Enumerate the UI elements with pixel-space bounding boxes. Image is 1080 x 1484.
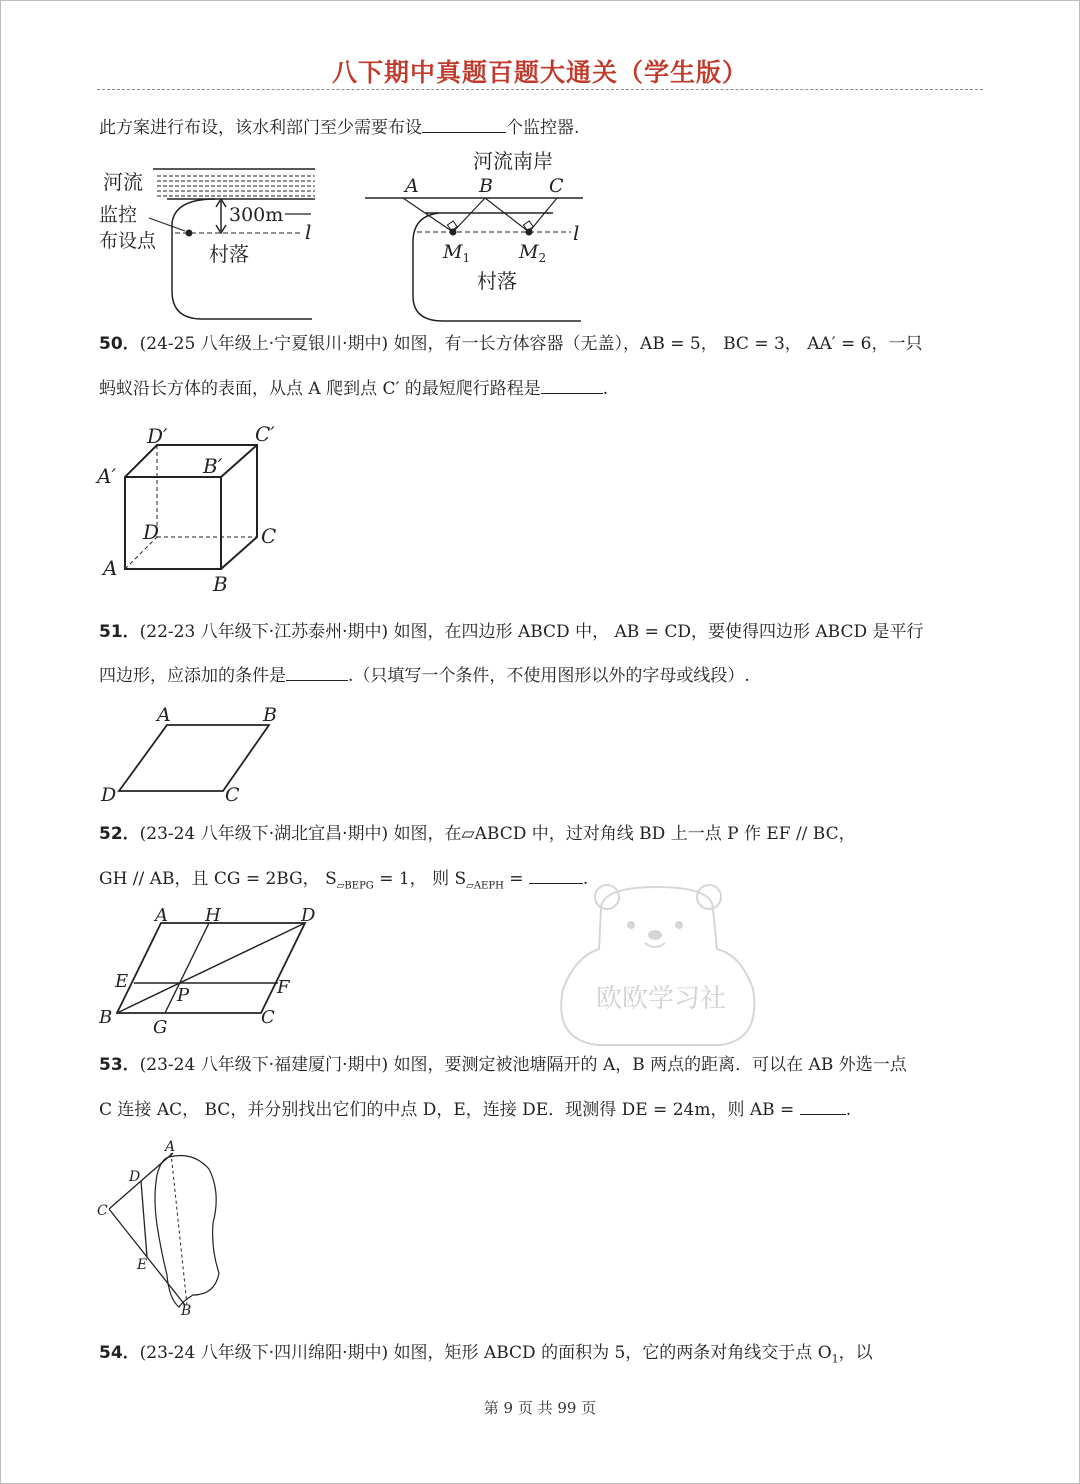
fig50-b-prime: B′ (203, 454, 223, 478)
fig50-c-prime: C′ (255, 422, 275, 446)
fig50-b: B (213, 572, 228, 596)
figure-53-pond (97, 1139, 237, 1321)
q51-line2 (99, 664, 750, 687)
fig52-c: C (261, 1007, 275, 1028)
q53-text: 如图，要测定被池塘隔开的 A，B 两点的距离．可以在 AB 外选一点 (393, 1055, 907, 1075)
fig49-south-bank-label: 河流南岸 (473, 149, 553, 173)
q52-period: . (582, 869, 589, 889)
fig52-b: B (99, 1007, 113, 1028)
fig49-station-label: 布设点 (99, 230, 157, 252)
q53-answer-blank[interactable] (800, 1098, 846, 1115)
fig49-point-b: B (479, 175, 493, 197)
q51-answer-blank[interactable] (286, 664, 348, 681)
fig53-b: B (181, 1303, 192, 1319)
fig49-distance-label: 300m (229, 204, 284, 226)
fig51-a: A (157, 704, 171, 726)
fig50-c: C (261, 524, 277, 548)
fig51-d: D (101, 784, 117, 806)
q51-line1 (99, 621, 923, 643)
q53-line1 (99, 1054, 907, 1076)
fig49-monitor-label: 监控 (99, 204, 138, 226)
q49-text-before: 此方案进行布设，该水利部门至少需要布设 (99, 118, 422, 138)
q50-text-2: 蚂蚁沿长方体的表面，从点 A 爬到点 C′ 的最短爬行路程是 (99, 379, 541, 399)
fig53-e: E (137, 1257, 148, 1273)
fig52-f: F (277, 977, 290, 998)
fig52-p: P (177, 985, 190, 1006)
figure-49-left (97, 161, 327, 326)
q52-line2 (99, 867, 588, 897)
figure-50-cuboid (97, 421, 287, 596)
q53-source: (23-24 八年级下·福建厦门·期中) (139, 1055, 389, 1075)
q50-line1 (99, 333, 922, 355)
q53-text-2: C 连接 AC， BC，并分别找出它们的中点 D，E，连接 DE．现测得 DE = 24m，则 AB = (99, 1100, 795, 1120)
q52-text-2c: = (503, 869, 524, 889)
fig52-e: E (115, 971, 129, 992)
q52-line1 (99, 823, 856, 845)
fig53-a: A (165, 1139, 176, 1155)
q52-sub-bepg: ▱BEPG (336, 880, 374, 892)
q52-source: (23-24 八年级下·湖北宜昌·期中) (139, 824, 389, 844)
q52-text: 如图，在▱ABCD 中，过对角线 BD 上一点 P 作 EF // BC， (393, 824, 856, 844)
q49-continuation (99, 116, 579, 139)
fig49-m2-label: $M_2$ (519, 241, 547, 265)
watermark-text: 欧欧学习社 (595, 984, 727, 1014)
header-divider (97, 89, 983, 90)
fig49-line-label-right: l (573, 221, 580, 245)
fig51-b: B (263, 704, 277, 726)
fig52-h: H (205, 905, 221, 926)
q54-text: 如图，矩形 ABCD 的面积为 5，它的两条对角线交于点 O (393, 1343, 832, 1363)
fig52-a: A (155, 905, 168, 926)
q50-period: . (602, 379, 609, 399)
q51-source: (22-23 八年级下·江苏泰州·期中) (139, 622, 389, 642)
figure-51-parallelogram (97, 701, 297, 811)
q50-answer-blank[interactable] (541, 377, 603, 394)
fig50-d: D (143, 520, 160, 544)
fig49-river-label: 河流 (103, 170, 143, 194)
fig53-d: D (129, 1169, 141, 1185)
q53-number: 53． (99, 1055, 140, 1075)
figure-49-right (363, 146, 593, 326)
q54-text-end: ，以 (838, 1343, 873, 1363)
q50-text: 如图，有一长方体容器（无盖），AB = 5， BC = 3， AA′ = 6，一只 (393, 334, 923, 354)
fig52-g: G (153, 1017, 168, 1038)
fig50-d-prime: D′ (147, 424, 168, 448)
q52-text-2b: = 1， 则 S (373, 869, 467, 889)
fig50-a-prime: A′ (97, 464, 116, 488)
fig51-c: C (225, 784, 240, 806)
fig52-d: D (301, 905, 316, 926)
fig49-m1-label: $M_1$ (443, 241, 471, 265)
fig49-village-left: 村落 (209, 242, 249, 266)
fig49-line-label-left: l (305, 220, 312, 244)
q52-text-2a: GH // AB，且 CG = 2BG， S (99, 869, 337, 889)
q54-line1 (99, 1342, 873, 1370)
q49-text-after: 个监控器. (506, 118, 580, 138)
q51-text-2: 四边形，应添加的条件是 (99, 666, 286, 686)
q49-answer-blank[interactable] (422, 116, 506, 133)
q50-source: (24-25 八年级上·宁夏银川·期中) (139, 334, 389, 354)
page-header-title: 八下期中真题百题大通关（学生版） (331, 58, 748, 87)
q53-line2 (99, 1098, 851, 1121)
q54-number: 54． (99, 1343, 140, 1363)
watermark-bear-logo (541, 879, 781, 1049)
fig49-village-right: 村落 (477, 269, 517, 293)
q53-period: . (845, 1100, 852, 1120)
page-footer: 第 9 页 共 99 页 (483, 1399, 597, 1417)
figure-52-parallelogram (97, 901, 327, 1041)
q50-number: 50． (99, 334, 140, 354)
q50-line2 (99, 377, 608, 400)
fig50-a: A (103, 556, 118, 580)
fig49-point-a: A (405, 175, 419, 197)
q54-source: (23-24 八年级下·四川绵阳·期中) (139, 1343, 389, 1363)
q51-text-3: .（只填写一个条件，不使用图形以外的字母或线段）. (348, 666, 750, 686)
fig49-point-c: C (549, 175, 564, 197)
q52-number: 52． (99, 824, 140, 844)
q52-sub-aeph: ▱AEPH (466, 880, 504, 892)
fig53-c: C (97, 1203, 108, 1219)
q54-sub: 1 (831, 1352, 839, 1366)
q51-text: 如图，在四边形 ABCD 中， AB = CD，要使得四边形 ABCD 是平行 (393, 622, 924, 642)
q51-number: 51． (99, 622, 140, 642)
